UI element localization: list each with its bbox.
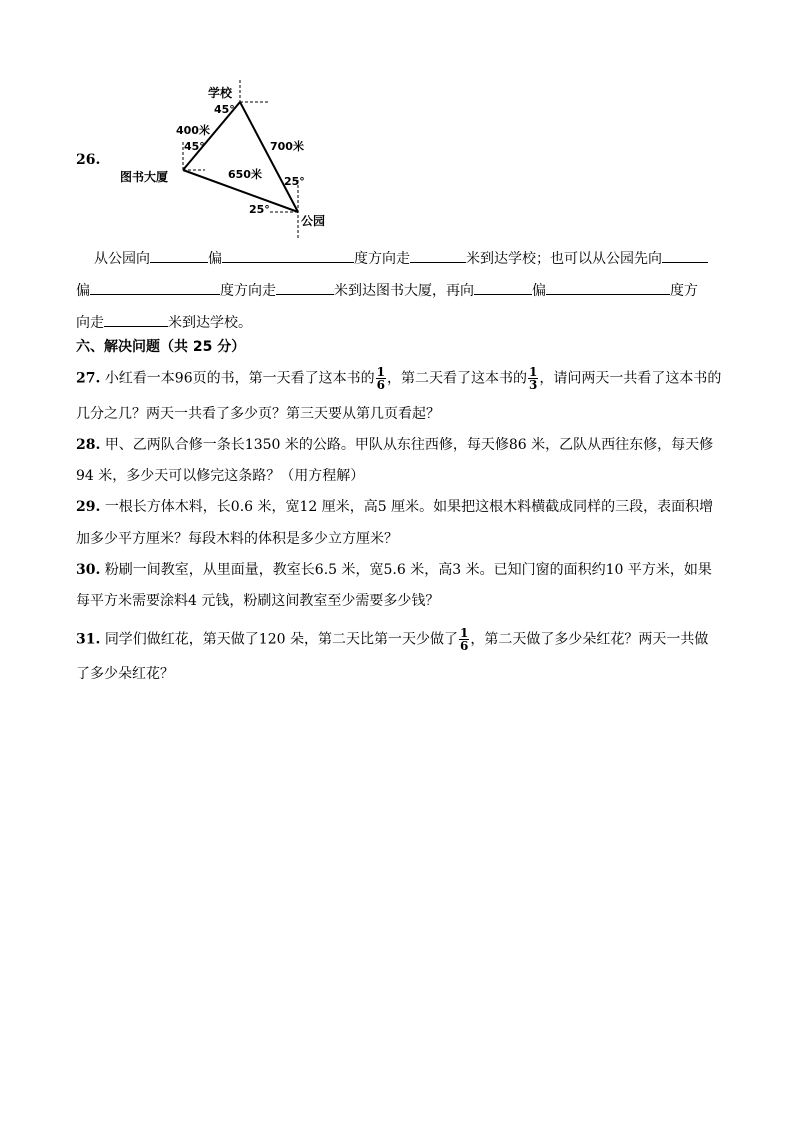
fraction-numerator: 1 [459,626,469,640]
label-angle-library: 45° [184,140,205,153]
answer-blank[interactable] [90,279,220,295]
fraction-numerator: 1 [529,365,538,379]
q27-text: ，请问两天一共看了这本书的 [539,370,722,387]
label-dist-school-park: 700米 [270,140,304,153]
q28-text: 94 米，多少天可以修完这条路？（用方程解） [76,468,365,484]
answer-blank[interactable] [222,247,354,263]
q26-line-3 [76,311,756,333]
q30-text: 粉刷一间教室，从里面量，教室长6.5 米，宽5.6 米，高3 米。已知门窗的面积约10 平方米，如果 [104,562,712,578]
label-dist-school-library: 400米 [176,124,210,137]
q26-text: 偏 [208,251,222,267]
question-number-29: 29. [76,499,101,515]
answer-blank[interactable] [276,279,334,295]
answer-blank[interactable] [474,279,532,295]
label-dist-library-park: 650米 [228,168,262,181]
q31-text: ，第二天做了多少朵红花？两天一共做 [470,631,709,648]
q27-text: ，第二天看了这本书的 [387,370,527,387]
question-number-26: 26. [76,152,101,168]
answer-blank[interactable] [546,279,670,295]
q26-text: 从公园向 [94,251,150,267]
label-angle-park-up: 25° [284,175,305,188]
question-number-28: 28. [76,437,101,453]
fraction-denominator: 6 [376,378,385,392]
question-number-30: 30. [76,562,101,578]
q29-text: 一根长方体木料，长0.6 米，宽12 厘米，高5 厘米。如果把这根木料横截成同样的三段，表面积增 [104,499,714,515]
side-school-park [240,102,298,212]
q26-text: 度方向走 [354,251,410,267]
q30-line-2 [76,591,756,611]
answer-blank[interactable] [410,247,466,263]
q27-text: 小红看一本96页的书，第一天看了这本书的 [104,370,375,387]
q26-text: 米到达学校。 [168,315,252,331]
label-school: 学校 [208,86,233,100]
q26-text: 度方向走 [220,283,276,299]
q29-line-2 [76,529,756,549]
section-title: 六、解决问题（共 25 分） [76,339,246,355]
q28-line-2 [76,466,756,486]
q26-text: 米到达图书大厦，再向 [334,283,474,299]
q28-line-1 [76,435,756,455]
q31-text: 同学们做红花，第天做了120 朵，第二天比第一天少做了 [104,631,458,648]
answer-blank[interactable] [662,247,708,263]
fraction-numerator: 1 [376,365,385,379]
fraction-denominator: 3 [529,378,538,392]
q26-text: 偏 [532,283,546,299]
answer-blank[interactable] [150,247,208,263]
q26-text: 度方 [670,283,698,299]
q30-text: 每平方米需要涂料4 元钱，粉刷这间教室至少需要多少钱？ [76,593,440,609]
q26-text: 偏 [76,283,90,299]
q29-text: 加多少平方厘米？每段木料的体积是多少立方厘米？ [76,531,398,547]
q26-line-2 [76,279,756,301]
label-angle-school: 45° [214,103,235,116]
fraction-one-sixth [459,627,469,652]
q29-line-1 [76,497,756,517]
q31-line-2 [76,664,756,684]
fraction-one-third [528,366,538,391]
q26-text: 米到达学校；也可以从公园先向 [466,251,662,267]
direction-diagram [110,80,350,240]
q31-text: 了多少朵红花？ [76,666,174,682]
question-number-27: 27. [76,370,101,387]
q31-line-1 [76,627,756,652]
label-angle-park-left: 25° [249,203,270,216]
q26-line-1 [94,247,774,269]
q28-text: 甲、乙两队合修一条长1350 米的公路。甲队从东往西修，每天修86 米，乙队从西往东修，每天修 [104,437,714,453]
q26-text: 向走 [76,315,104,331]
q27-text: 几分之几？两天一共看了多少页？第三天要从第几页看起？ [76,406,440,422]
label-library: 图书大厦 [120,170,169,184]
q27-line-1 [76,366,756,391]
q30-line-1 [76,560,756,580]
fraction-one-sixth [376,366,386,391]
question-number-31: 31. [76,631,101,648]
fraction-denominator: 6 [459,639,469,653]
q27-line-2 [76,404,756,424]
label-park: 公园 [301,214,326,228]
answer-blank[interactable] [104,311,168,327]
